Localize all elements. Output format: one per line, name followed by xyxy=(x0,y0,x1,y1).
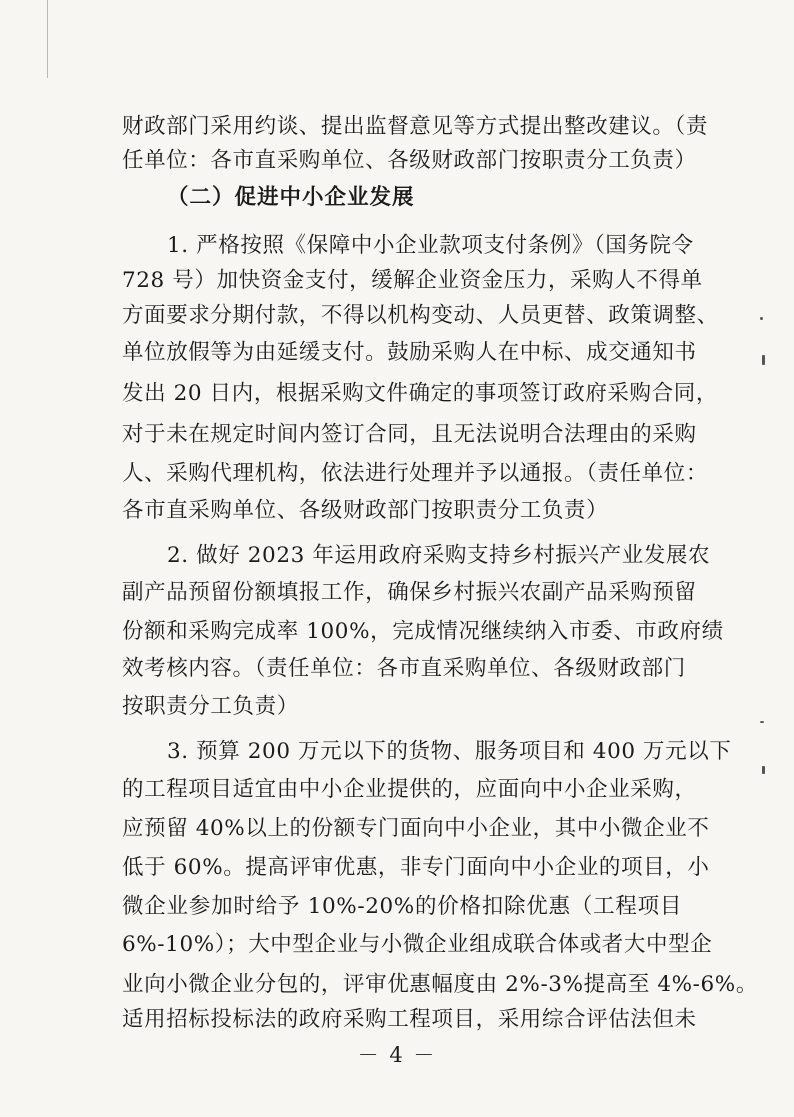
scan-speck xyxy=(762,355,765,365)
paragraph-line: 按职责分工负责） xyxy=(122,694,299,719)
paragraph-line: 单位放假等为由延缓支付。鼓励采购人在中标、成交通知书 xyxy=(122,340,697,365)
paragraph-line: 各市直采购单位、各级财政部门按职责分工负责） xyxy=(122,498,609,523)
paragraph-line: 的工程项目适宜由中小企业提供的，应面向中小企业采购， xyxy=(122,777,697,802)
paragraph-line: 对于未在规定时间内签订合同，且无法说明合法理由的采购 xyxy=(122,422,697,447)
paragraph-line: 3. 预算 200 万元以下的货物、服务项目和 400 万元以下 xyxy=(167,739,732,764)
paragraph-line: 2. 做好 2023 年运用政府采购支持乡村振兴产业发展农 xyxy=(167,543,711,568)
paragraph-line: 效考核内容。（责任单位：各市直采购单位、各级财政部门 xyxy=(122,656,686,681)
paragraph-line: 方面要求分期付款，不得以机构变动、人员更替、政策调整、 xyxy=(122,303,719,328)
paragraph-line: 微企业参加时给予 10%-20%的价格扣除优惠（工程项目 xyxy=(122,894,682,919)
scan-speck xyxy=(760,317,763,320)
paragraph-line: 副产品预留份额填报工作，确保乡村振兴农副产品采购预留 xyxy=(122,580,697,605)
paragraph-line: 6%-10%）；大中型企业与小微企业组成联合体或者大中型企 xyxy=(122,932,713,957)
paragraph-line: 任单位：各市直采购单位、各级财政部门按职责分工负责） xyxy=(122,148,697,173)
paragraph-line: 发出 20 日内，根据采购文件确定的事项签订政府采购合同， xyxy=(122,381,718,406)
paragraph-line: 适用招标投标法的政府采购工程项目，采用综合评估法但未 xyxy=(122,1007,697,1032)
page-number: － 4 － xyxy=(357,1043,437,1067)
paragraph-line: 人、采购代理机构，依法进行处理并予以通报。（责任单位： xyxy=(122,461,708,486)
scan-speck xyxy=(760,721,764,723)
paragraph-line: 1. 严格按照《保障中小企业款项支付条例》（国务院令 xyxy=(167,233,694,258)
paragraph-line: 应预留 40%以上的份额专门面向中小企业，其中小微企业不 xyxy=(122,816,710,841)
paragraph-line: 份额和采购完成率 100%，完成情况继续纳入市委、市政府绩 xyxy=(122,619,724,644)
paragraph-line: 财政部门采用约谈、提出监督意见等方式提出整改建议。（责 xyxy=(122,114,708,139)
paragraph-line: 728 号）加快资金支付，缓解企业资金压力，采购人不得单 xyxy=(122,268,703,293)
paragraph-line: 业向小微企业分包的，评审优惠幅度由 2%-3%提高至 4%-6%。 xyxy=(122,972,758,997)
paragraph-line: 低于 60%。提高评审优惠，非专门面向中小企业的项目，小 xyxy=(122,855,710,880)
section-heading: （二）促进中小企业发展 xyxy=(167,185,415,210)
scan-edge-line xyxy=(47,0,48,78)
scan-speck xyxy=(762,766,765,774)
